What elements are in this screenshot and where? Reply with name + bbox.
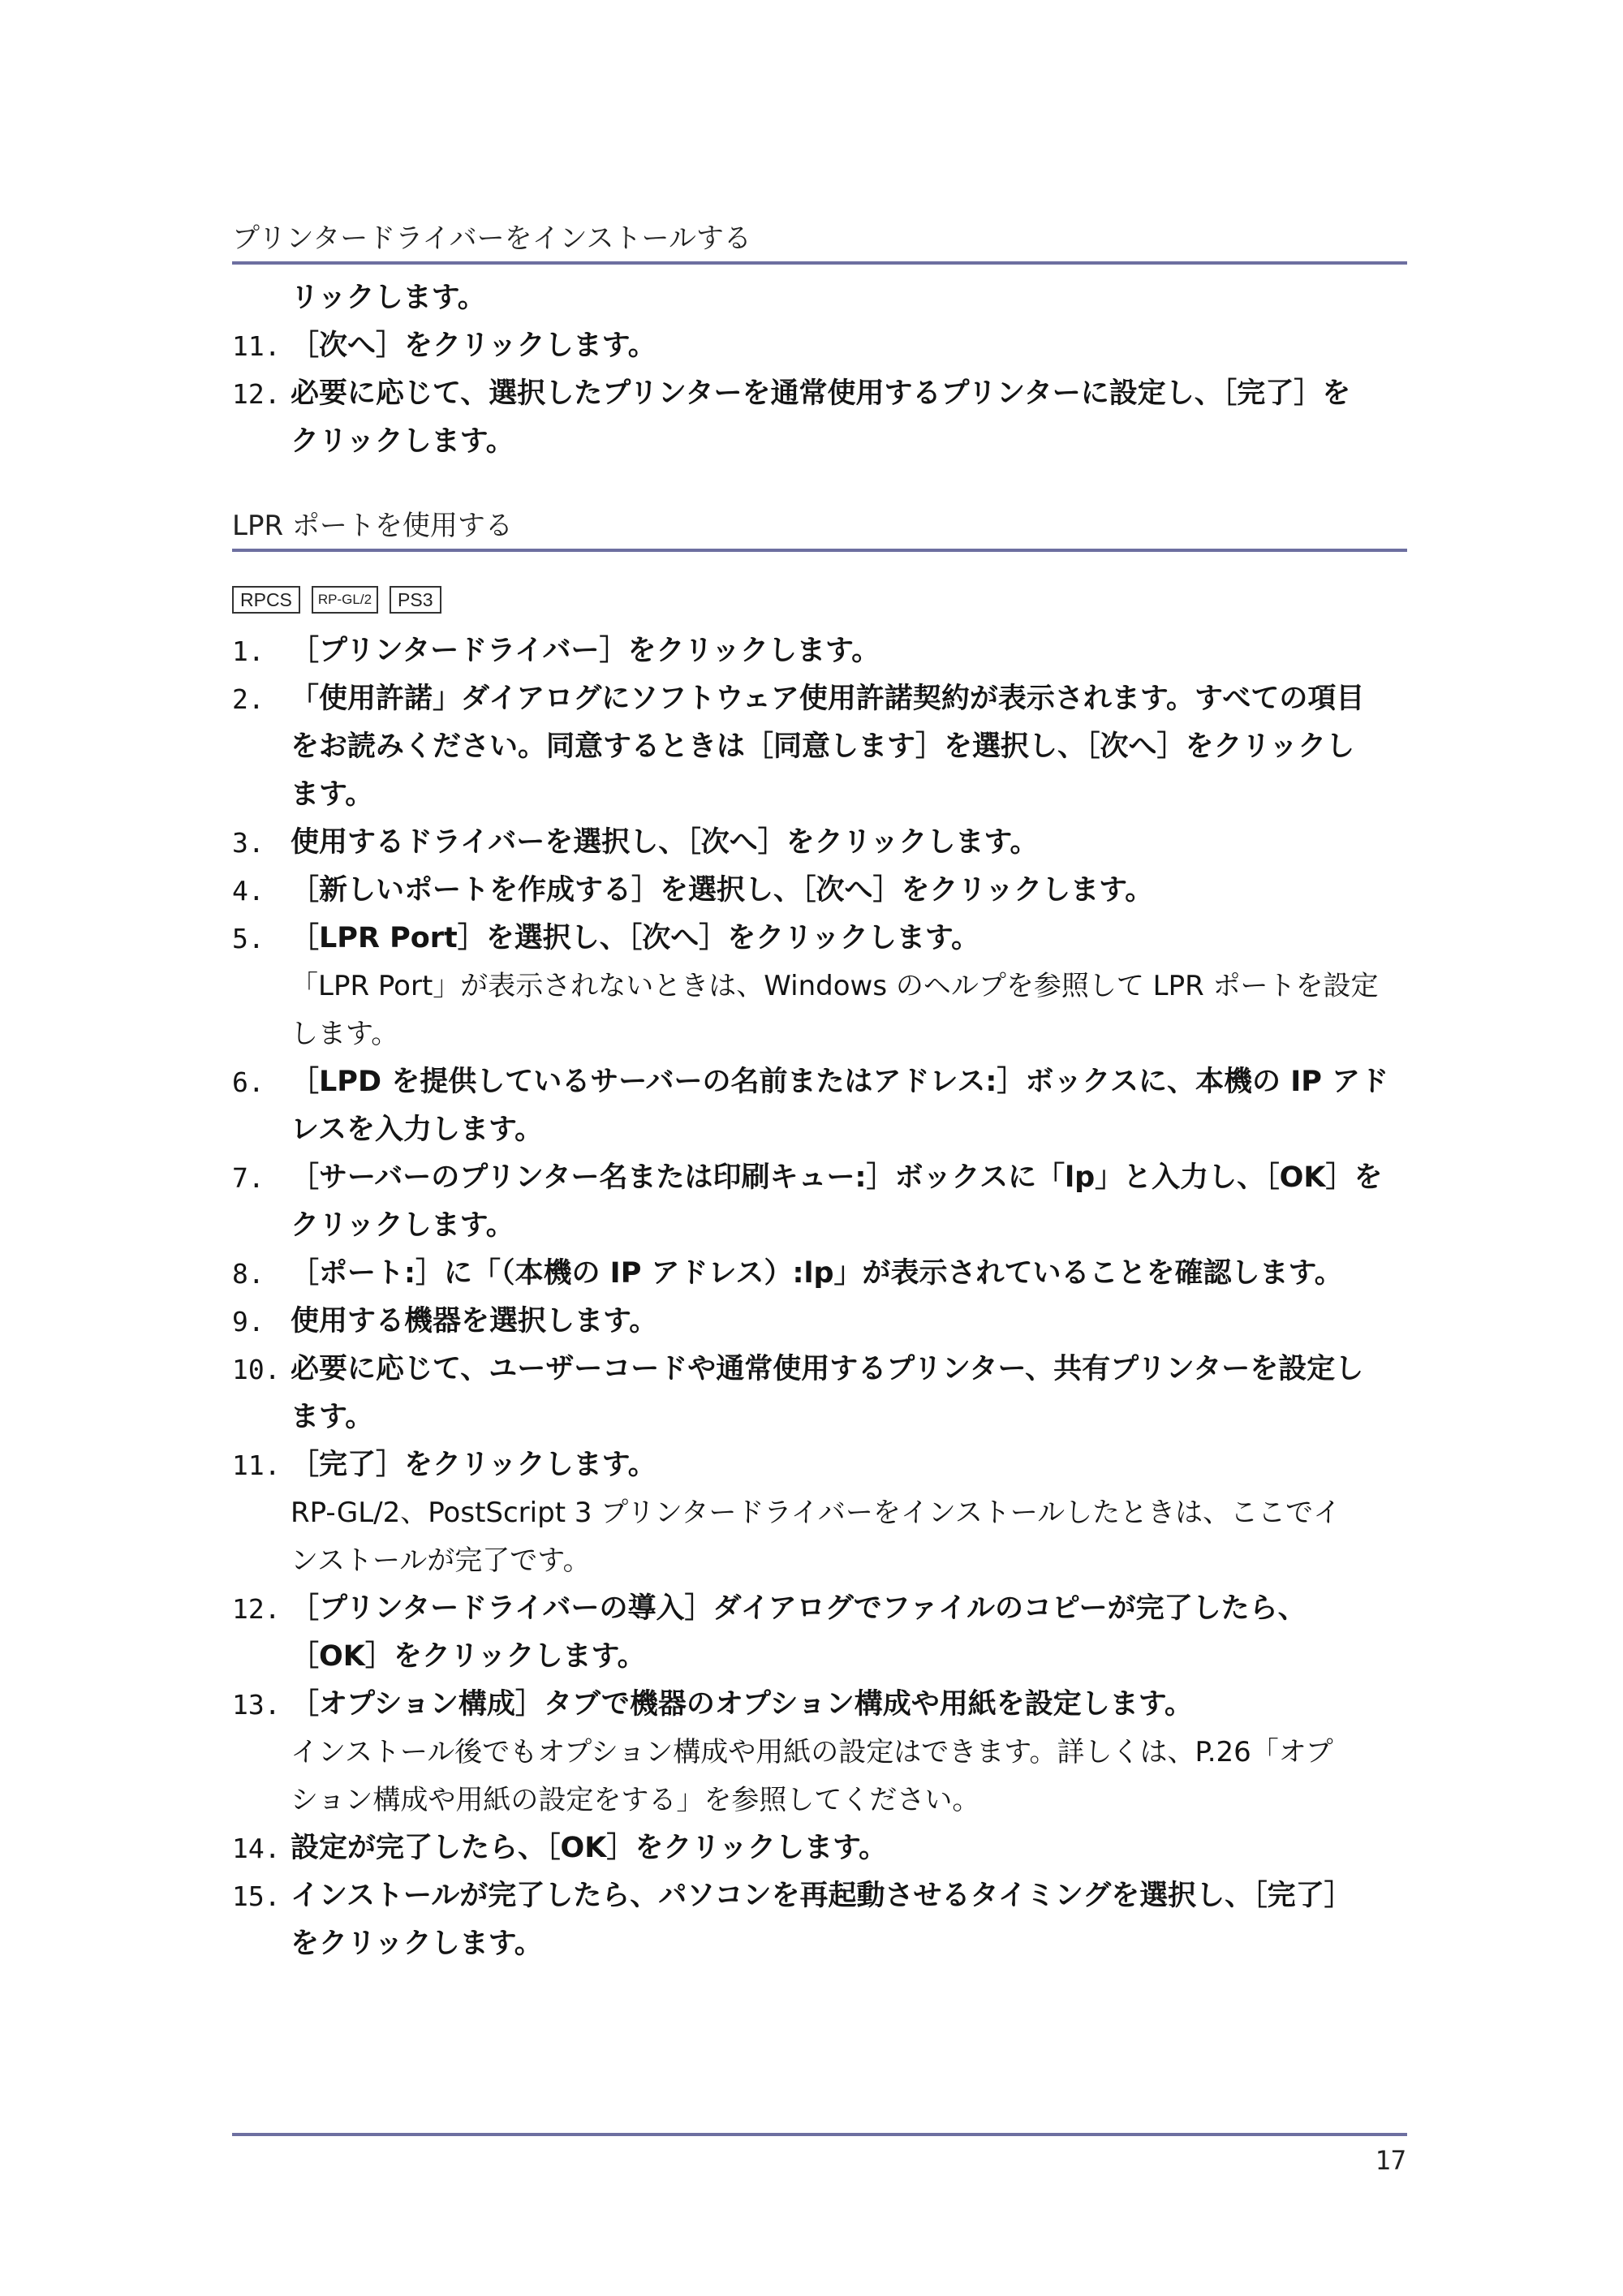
step-text: をお読みください。同意するときは［同意します］を選択し、［次へ］をクリックし xyxy=(291,730,1355,763)
step-text: ［オプション構成］タブで機器のオプション構成や用紙を設定します。 xyxy=(291,1688,1193,1721)
section-divider xyxy=(232,549,1407,552)
step-number: 7. xyxy=(232,1162,265,1194)
step-note: ション構成や用紙の設定をする」を参照してください。 xyxy=(291,1784,980,1816)
step-text: クリックします。 xyxy=(291,425,514,458)
section-header-install-driver xyxy=(232,222,1407,265)
step-text: インストールが完了したら、パソコンを再起動させるタイミングを選択し、［完了］ xyxy=(291,1880,1353,1912)
step-text: 使用するドライバーを選択し、［次へ］をクリックします。 xyxy=(291,826,1039,859)
section-title: LPR ポートを使用する xyxy=(232,510,513,542)
list-item xyxy=(232,1058,1407,1154)
step-text: クリックします。 xyxy=(291,1209,514,1242)
step-number: 4. xyxy=(232,875,265,907)
step-text: リックします。 xyxy=(291,282,486,314)
step-number: 15. xyxy=(232,1880,281,1912)
list-item xyxy=(232,867,1407,915)
step-text: ［LPD を提供しているサーバーの名前またはアドレス:］ボックスに、本機の IP アド xyxy=(291,1066,1389,1098)
step-note: します。 xyxy=(291,1018,399,1050)
step-text: 必要に応じて、ユーザーコードや通常使用するプリンター、共有プリンターを設定し xyxy=(291,1353,1364,1385)
section-title: プリンタードライバーをインストールする xyxy=(232,222,751,255)
step-list-continued xyxy=(232,274,1407,466)
step-text: ［プリンタードライバー］をクリックします。 xyxy=(291,635,880,667)
step-text: 「使用許諾」ダイアログにソフトウェア使用許諾契約が表示されます。すべての項目 xyxy=(291,683,1365,715)
step-list-lpr xyxy=(232,627,1407,1968)
step-text: ［完了］をクリックします。 xyxy=(291,1449,657,1481)
list-item xyxy=(232,1346,1407,1441)
step-number: 10. xyxy=(232,1354,281,1385)
page-number: 17 xyxy=(1375,2145,1406,2176)
step-number: 3. xyxy=(232,827,265,859)
step-text: ［LPR Port］を選択し、［次へ］をクリックします。 xyxy=(291,922,980,954)
driver-badges xyxy=(232,586,441,614)
step-number: 12. xyxy=(232,1593,281,1625)
step-text: ます。 xyxy=(291,778,374,811)
step-text: 設定が完了したら、［OK］をクリックします。 xyxy=(291,1832,888,1864)
step-number: 11. xyxy=(232,1450,281,1481)
list-item xyxy=(232,675,1407,819)
list-item xyxy=(232,1585,1407,1681)
list-item xyxy=(232,370,1407,466)
step-text: レスを入力します。 xyxy=(291,1114,544,1146)
step-text: ［ポート:］に「（本機の IP アドレス）:lp」が表示されていることを確認します。 xyxy=(291,1257,1343,1290)
step-note: ンストールが完了です。 xyxy=(291,1544,591,1577)
step-text: ［新しいポートを作成する］を選択し、［次へ］をクリックします。 xyxy=(291,874,1154,907)
step-number: 6. xyxy=(232,1066,265,1098)
step-number: 8. xyxy=(232,1258,265,1290)
list-item xyxy=(232,627,1407,675)
footer-divider xyxy=(232,2133,1407,2136)
list-item xyxy=(232,1154,1407,1250)
step-number: 2. xyxy=(232,683,265,715)
step-text: ます。 xyxy=(291,1401,374,1433)
list-item xyxy=(232,1681,1407,1824)
list-item xyxy=(232,322,1407,370)
step-text: ［次へ］をクリックします。 xyxy=(291,330,657,362)
step-text: ［サーバーのプリンター名または印刷キュー:］ボックスに「lp」と入力し、［OK］を xyxy=(291,1161,1383,1194)
step-number: 9. xyxy=(232,1306,265,1338)
step-note: RP-GL/2、PostScript 3 プリンタードライバーをインストールしたときは、ここでイ xyxy=(291,1497,1341,1529)
step-number: 1. xyxy=(232,635,265,667)
step-text: ［OK］をクリックします。 xyxy=(291,1640,646,1673)
list-item xyxy=(232,274,1407,322)
step-number: 12. xyxy=(232,378,281,410)
step-number: 11. xyxy=(232,330,281,362)
step-text: をクリックします。 xyxy=(291,1928,543,1960)
list-item xyxy=(232,819,1407,867)
step-text: ［プリンタードライバーの導入］ダイアログでファイルのコピーが完了したら、 xyxy=(291,1592,1307,1625)
step-number: 14. xyxy=(232,1833,281,1864)
badge-ps3: PS3 xyxy=(390,586,441,614)
list-item xyxy=(232,1250,1407,1298)
step-note: 「LPR Port」が表示されないときは、Windows のヘルプを参照して LPR ポートを設定 xyxy=(291,970,1379,1002)
section-divider xyxy=(232,261,1407,265)
step-number: 13. xyxy=(232,1689,281,1721)
step-note: インストール後でもオプション構成や用紙の設定はできます。詳しくは、P.26「オプ xyxy=(291,1736,1333,1768)
step-text: 使用する機器を選択します。 xyxy=(291,1305,658,1338)
list-item xyxy=(232,1872,1407,1968)
badge-rpgl2: RP-GL/2 xyxy=(312,586,378,614)
list-item xyxy=(232,915,1407,1058)
list-item xyxy=(232,1298,1407,1346)
badge-rpcs: RPCS xyxy=(232,586,300,614)
step-text: 必要に応じて、選択したプリンターを通常使用するプリンターに設定し、［完了］を xyxy=(291,377,1351,410)
section-header-lpr-port xyxy=(232,510,1407,552)
list-item xyxy=(232,1824,1407,1872)
step-number: 5. xyxy=(232,923,265,954)
list-item xyxy=(232,1441,1407,1585)
